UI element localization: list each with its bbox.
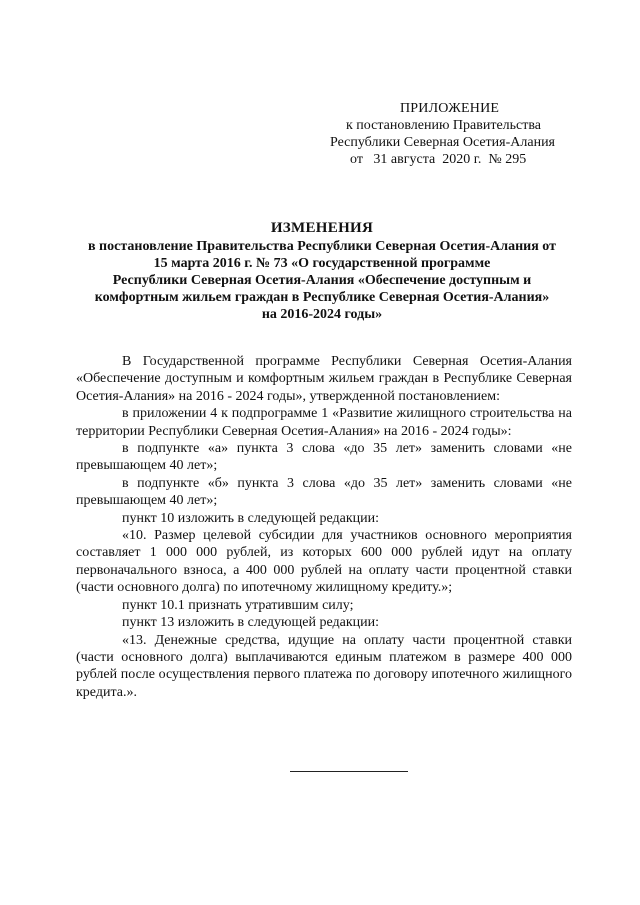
- appendix-line-3: [330, 151, 580, 168]
- paragraph-1: В Государственной программе Республики Северная Осетия-Алания «Обеспечение доступным и комфортным жильем граждан в Республике Северная Осетия-Алания» на 2016 - 2024 годы», утвержденной постановлением:: [76, 354, 572, 404]
- heading-line-2: 15 марта 2016 г. № 73 «О государственной программе: [153, 256, 491, 271]
- appendix-line-2: Республики Северная Осетия-Алания: [330, 135, 555, 150]
- appendix-date: от 31 августа 2020 г. № 295: [350, 152, 527, 167]
- heading-line-3: Республики Северная Осетия-Алания «Обеспечение доступным и: [112, 273, 532, 288]
- paragraph-4: в подпункте «б» пункта 3 слова «до 35 лет» заменить словами «не превышающем 40 лет»;: [76, 475, 572, 509]
- paragraph-6: «10. Размер целевой субсидии для участников основного мероприятия составляет 1 000 000 рублей, из которых 600 000 рублей идут на оплату первоначального взноса, а 400 000 рублей на оплату части процентной ставки (части основного долга) по ипотечному жилищному кредиту.»;: [76, 528, 572, 596]
- paragraph-3: в подпункте «а» пункта 3 слова «до 35 лет» заменить словами «не превышающем 40 лет»;: [76, 441, 572, 474]
- paragraph-2: в приложении 4 к подпрограмме 1 «Развитие жилищного строительства на территории Республики Северная Осетия-Алания» на 2016 - 2024 годы»:: [76, 406, 572, 439]
- heading-title: ИЗМЕНЕНИЯ: [270, 220, 374, 236]
- closing-rule: [290, 771, 408, 772]
- paragraph-5: пункт 10 изложить в следующей редакции:: [122, 510, 379, 526]
- document-heading: [72, 220, 572, 323]
- appendix-block: [330, 100, 580, 168]
- paragraph-9: «13. Денежные средства, идущие на оплату части процентной ставки (части основного долга) выплачиваются единым платежом в размере 400 000 рублей после осуществления первого платежа по договору ипотечного жилищного кредита.».: [76, 632, 572, 700]
- paragraph-8: пункт 13 изложить в следующей редакции:: [122, 615, 379, 631]
- heading-line-1: в постановление Правительства Республики Северная Осетия-Алания от: [88, 239, 556, 254]
- heading-line-4: комфортным жильем граждан в Республике Северная Осетия-Алания»: [94, 290, 550, 305]
- heading-line-5: на 2016-2024 годы»: [261, 307, 383, 322]
- appendix-title: ПРИЛОЖЕНИЕ: [400, 101, 500, 116]
- appendix-line-1: к постановлению Правительства: [346, 118, 542, 133]
- paragraph-7: пункт 10.1 признать утратившим силу;: [122, 597, 354, 613]
- document-body: [76, 353, 572, 701]
